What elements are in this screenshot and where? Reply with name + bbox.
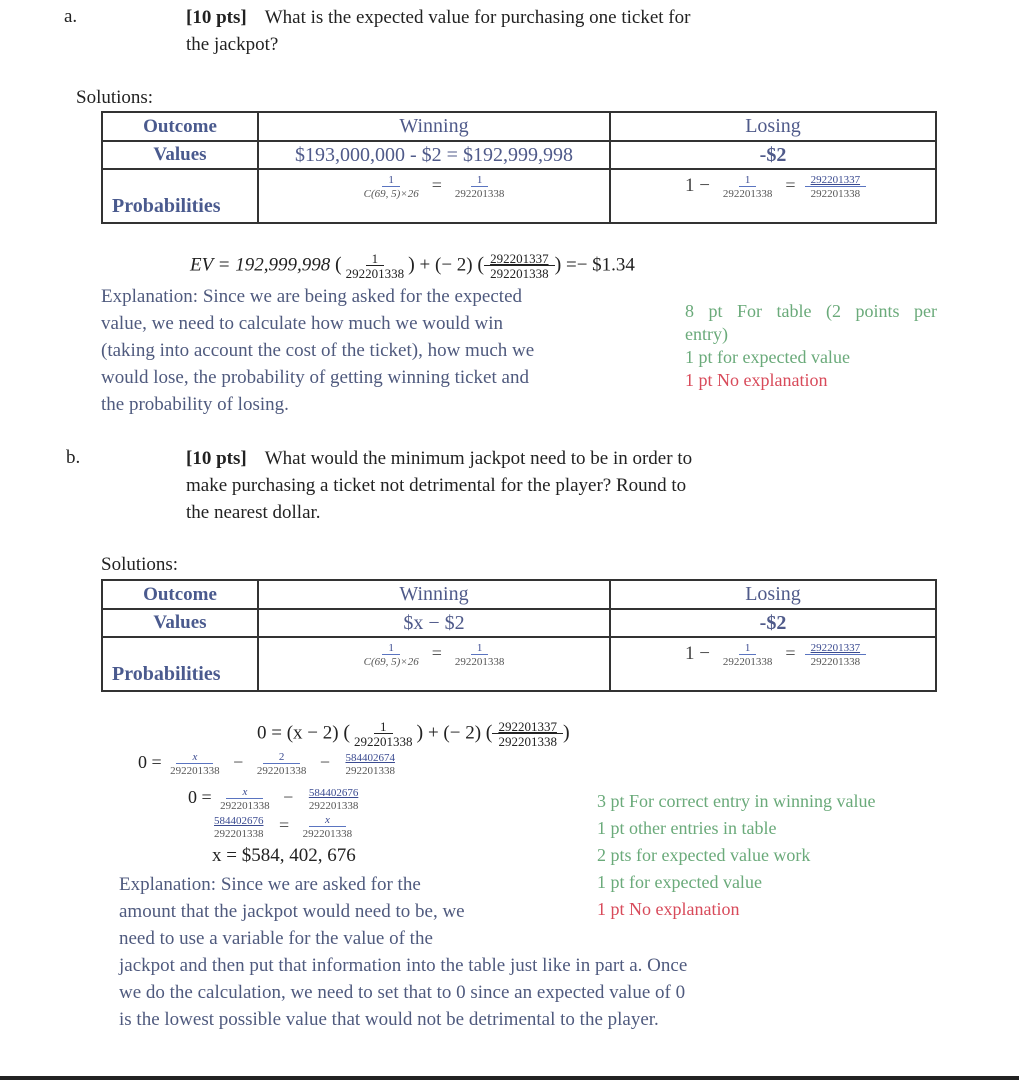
numerator: 1 [471,174,489,187]
explanation-line: Explanation: Since we are asked for the [119,874,421,895]
part-a-rubric [685,300,1015,392]
rubric-item: 1 pt for expected value [685,347,850,367]
losing-probability [610,169,936,223]
fraction [339,752,401,777]
row-label-values: Values [102,609,258,637]
part-a-outcome-table [101,111,937,224]
denominator: 292201338 [810,188,861,200]
fraction [451,642,509,668]
part-a-letter: a. [64,6,78,27]
row-label-outcome: Outcome [102,112,258,141]
one-minus: 1 − [684,174,710,196]
numerator: 1 [739,642,757,655]
numerator: 292201337 [492,720,563,734]
denominator: 292201338 [454,656,505,668]
part-b-solutions-label: Solutions: [101,554,179,575]
winning-value: $x − $2 [258,609,610,637]
part-a-question [186,4,866,58]
fraction [350,720,417,748]
part-b-question-line1: What would the minimum jackpot need to be in order to [264,448,693,469]
equals-sign: = [785,642,796,663]
work-lhs: 0 = [138,752,162,773]
numerator: 1 [382,642,400,655]
explanation-line: amount that the jackpot would need to be, we [119,901,465,922]
denominator: 292201338 [354,734,413,749]
fraction [805,174,867,200]
part-b-points: [10 pts] [186,448,247,469]
row-label-outcome: Outcome [102,580,258,609]
denominator: 292201338 [345,266,405,281]
work-line-4 [208,814,356,840]
page-bottom-border [0,1076,1019,1080]
rubric-item: 3 pt For correct entry in winning value [597,791,876,811]
work-lhs: 0 = (x − 2) [257,722,339,744]
winning-header: Winning [258,580,610,609]
denominator: 292201338 [214,827,264,840]
part-b-question [186,445,866,526]
rubric-item: entry) [685,324,728,344]
explanation-line: (taking into account the cost of the ticket), how much we [101,340,535,361]
denominator: 292201338 [722,188,773,200]
explanation-line: Explanation: Since we are being asked for the expected [101,286,522,307]
numerator: 584402676 [308,786,359,799]
rubric-item: 1 pt other entries in table [597,818,777,838]
winning-header: Winning [258,112,610,141]
denominator: 292201338 [490,266,549,281]
explanation-line: the probability of losing. [101,394,289,415]
numerator: 1 [739,174,757,187]
winning-value: $193,000,000 - $2 = $192,999,998 [258,141,610,169]
losing-header: Losing [610,112,936,141]
numerator: 1 [471,642,489,655]
one-minus: 1 − [684,642,710,664]
fraction [360,174,423,200]
fraction [208,815,270,840]
part-a-question-line2: the jackpot? [186,34,279,55]
rubric-item: 8 pt For table (2 points per [685,301,937,321]
numerator: 292201337 [805,642,867,655]
part-a-question-line1: What is the expected value for purchasing one ticket for [264,7,691,28]
denominator: 292201338 [302,828,353,840]
denominator: 292201338 [256,765,307,777]
explanation-line: is the lowest possible value that would not be detrimental to the player. [119,1009,659,1030]
numerator: 2 [263,751,301,764]
denominator: 292201338 [722,656,773,668]
row-label-values: Values [102,141,258,169]
losing-header: Losing [610,580,936,609]
numerator: 584402676 [214,814,264,827]
explanation-line: need to use a variable for the value of the [119,928,433,949]
rubric-item: 2 pts for expected value work [597,845,811,865]
work-result: x = $584, 402, 676 [212,845,356,866]
row-label-probabilities: Probabilities [102,169,258,223]
work-middle-term: + (− 2) [427,722,482,744]
part-b-question-line2: make purchasing a ticket not detrimental for the player? Round to [186,475,687,496]
fraction [303,787,365,812]
row-label-probabilities: Probabilities [102,637,258,691]
fraction [484,252,555,280]
ev-lhs: EV = 192,999,998 [190,254,331,276]
work-line-3 [188,786,364,812]
denominator: 292201338 [498,734,557,749]
part-b-question-line3: the nearest dollar. [186,502,321,523]
numerator: 1 [374,720,393,734]
work-lhs: 0 = [188,787,212,808]
rubric-item-deduction: 1 pt No explanation [597,899,740,919]
denominator: 292201338 [170,765,220,777]
fraction [166,751,224,777]
numerator: x [176,751,213,764]
minus-sign: − [283,787,294,808]
part-a-explanation [101,283,661,418]
part-a-ev-equation: EV = 192,999,998 ( $\frac{1}{292201338}$ ) + (− 2) ( $\frac{292201337}{292201338}$ ) =− $1.34 [190,251,635,281]
minus-sign: − [319,752,330,773]
numerator: 292201337 [805,174,867,187]
fraction [253,751,311,777]
part-b-outcome-table [101,579,937,692]
rubric-item-deduction: 1 pt No explanation [685,370,828,390]
equals-sign: = [279,815,290,836]
numerator: x [226,786,263,799]
numerator: 292201337 [484,252,555,266]
work-line-1: 0 = (x − 2) ( $\frac{1}{292201338}$ ) + (− 2) ( $\frac{292201337}{292201338}$ ) [257,719,570,749]
denominator: C(69, 5)×26 [363,656,419,668]
losing-probability [610,637,936,691]
winning-probability [258,637,610,691]
part-b-rubric [597,788,1007,923]
denominator: 292201338 [220,800,270,812]
losing-value: -$2 [610,141,936,169]
numerator: 584402674 [345,751,395,764]
explanation-line: we do the calculation, we need to set that to 0 since an expected value of 0 [119,982,686,1003]
numerator: x [309,814,346,827]
fraction [719,174,777,200]
equals-sign: = [431,174,442,195]
fraction [805,642,867,668]
part-a-solutions-label: Solutions: [76,87,154,108]
denominator: 292201338 [810,656,861,668]
denominator: C(69, 5)×26 [363,188,419,200]
ev-result: =− $1.34 [565,254,635,276]
rubric-item: 1 pt for expected value [597,872,762,892]
losing-value: -$2 [610,609,936,637]
fraction [360,642,423,668]
fraction [299,814,357,840]
numerator: 1 [366,252,385,266]
fraction [216,786,274,812]
equals-sign: = [431,642,442,663]
minus-sign: − [233,752,244,773]
fraction [451,174,509,200]
equals-sign: = [785,174,796,195]
part-a-points: [10 pts] [186,7,247,28]
denominator: 292201338 [454,188,505,200]
ev-middle-term: + (− 2) [419,254,473,276]
work-line-2 [138,751,401,777]
winning-probability [258,169,610,223]
denominator: 292201338 [308,799,359,812]
explanation-line: value, we need to calculate how much we would win [101,313,504,334]
explanation-line: would lose, the probability of getting winning ticket and [101,367,529,388]
fraction [492,720,563,748]
numerator: 1 [382,174,400,187]
fraction [719,642,777,668]
explanation-line: jackpot and then put that information into the table just like in part a. Once [119,955,688,976]
part-b-letter: b. [66,447,81,468]
fraction [342,252,409,280]
denominator: 292201338 [345,764,395,777]
